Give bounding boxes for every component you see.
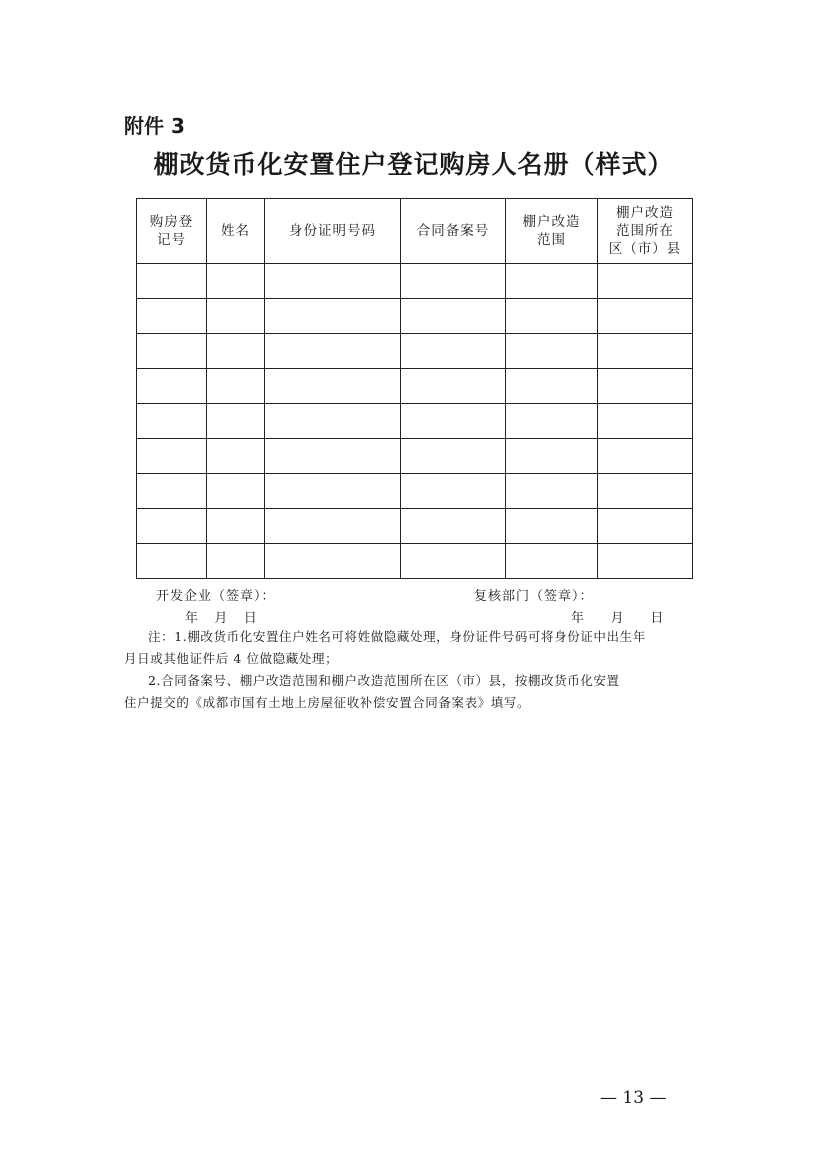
page-number: — 13 — — [600, 1088, 667, 1108]
table-cell — [137, 509, 207, 544]
table-cell — [506, 439, 598, 474]
table-row — [137, 334, 693, 369]
table-cell — [207, 404, 265, 439]
table-cell — [207, 474, 265, 509]
table-cell — [506, 509, 598, 544]
table-row — [137, 404, 693, 439]
table-row — [137, 509, 693, 544]
table-row — [137, 369, 693, 404]
table-cell — [506, 544, 598, 579]
table-row — [137, 439, 693, 474]
table-cell — [207, 509, 265, 544]
table-cell — [401, 264, 506, 299]
header-registration-number: 购房登 记号 — [137, 199, 207, 264]
table-cell — [137, 264, 207, 299]
note-1-line-1: 注：1.棚改货币化安置住户姓名可将姓做隐藏处理，身份证件号码可将身份证中出生年 — [148, 629, 646, 644]
table-row — [137, 474, 693, 509]
table-cell — [598, 474, 693, 509]
table-cell — [401, 544, 506, 579]
table-cell — [598, 299, 693, 334]
table-row — [137, 544, 693, 579]
table-cell — [137, 404, 207, 439]
table-cell — [207, 299, 265, 334]
table-header-row — [137, 199, 693, 264]
table-cell — [265, 439, 401, 474]
table-cell — [207, 439, 265, 474]
table-cell — [598, 544, 693, 579]
attachment-label: 附件 3 — [124, 114, 185, 138]
table-cell — [137, 334, 207, 369]
table-cell — [401, 334, 506, 369]
table-cell — [401, 439, 506, 474]
table-cell — [265, 544, 401, 579]
developer-signature-label: 开发企业（签章）： — [156, 589, 276, 604]
header-district: 棚户改造 范围所在 区（市）县 — [598, 199, 693, 264]
table-cell — [265, 369, 401, 404]
document-title: 棚改货币化安置住户登记购房人名册（样式） — [153, 150, 674, 179]
header-id-number: 身份证明号码 — [265, 199, 401, 264]
reviewer-date: 年 月 日 — [571, 611, 665, 626]
note-1-line-2: 月日或其他证件后 4 位做隐藏处理； — [124, 651, 339, 666]
table-cell — [506, 299, 598, 334]
header-name: 姓名 — [207, 199, 265, 264]
table-cell — [506, 404, 598, 439]
table-cell — [137, 474, 207, 509]
table-cell — [598, 509, 693, 544]
table-cell — [137, 369, 207, 404]
table-row — [137, 264, 693, 299]
table-cell — [207, 264, 265, 299]
table-cell — [598, 439, 693, 474]
table-cell — [265, 264, 401, 299]
header-renovation-scope: 棚户改造 范围 — [506, 199, 598, 264]
note-2-line-2: 住户提交的《成都市国有土地上房屋征收补偿安置合同备案表》填写。 — [124, 695, 531, 710]
table-cell — [506, 474, 598, 509]
table-cell — [598, 264, 693, 299]
table-cell — [265, 404, 401, 439]
table-cell — [137, 439, 207, 474]
table-cell — [265, 474, 401, 509]
table-cell — [598, 369, 693, 404]
table-cell — [207, 544, 265, 579]
table-cell — [207, 334, 265, 369]
note-2-line-1: 2.合同备案号、棚户改造范围和棚户改造范围所在区（市）县，按棚改货币化安置 — [148, 673, 620, 688]
reviewer-signature-label: 复核部门（签章）： — [474, 589, 594, 604]
header-contract-number: 合同备案号 — [401, 199, 506, 264]
table-cell — [401, 299, 506, 334]
table-cell — [137, 544, 207, 579]
table-cell — [401, 369, 506, 404]
table-cell — [401, 509, 506, 544]
table-cell — [401, 404, 506, 439]
developer-date: 年 月 日 — [185, 611, 258, 626]
table-row — [137, 299, 693, 334]
table-cell — [265, 299, 401, 334]
table-cell — [506, 264, 598, 299]
table-cell — [265, 509, 401, 544]
table-cell — [137, 299, 207, 334]
table-cell — [401, 474, 506, 509]
table-cell — [598, 334, 693, 369]
table-cell — [506, 369, 598, 404]
registration-table — [136, 198, 693, 579]
table-cell — [207, 369, 265, 404]
table-cell — [598, 404, 693, 439]
table-cell — [265, 334, 401, 369]
table-cell — [506, 334, 598, 369]
